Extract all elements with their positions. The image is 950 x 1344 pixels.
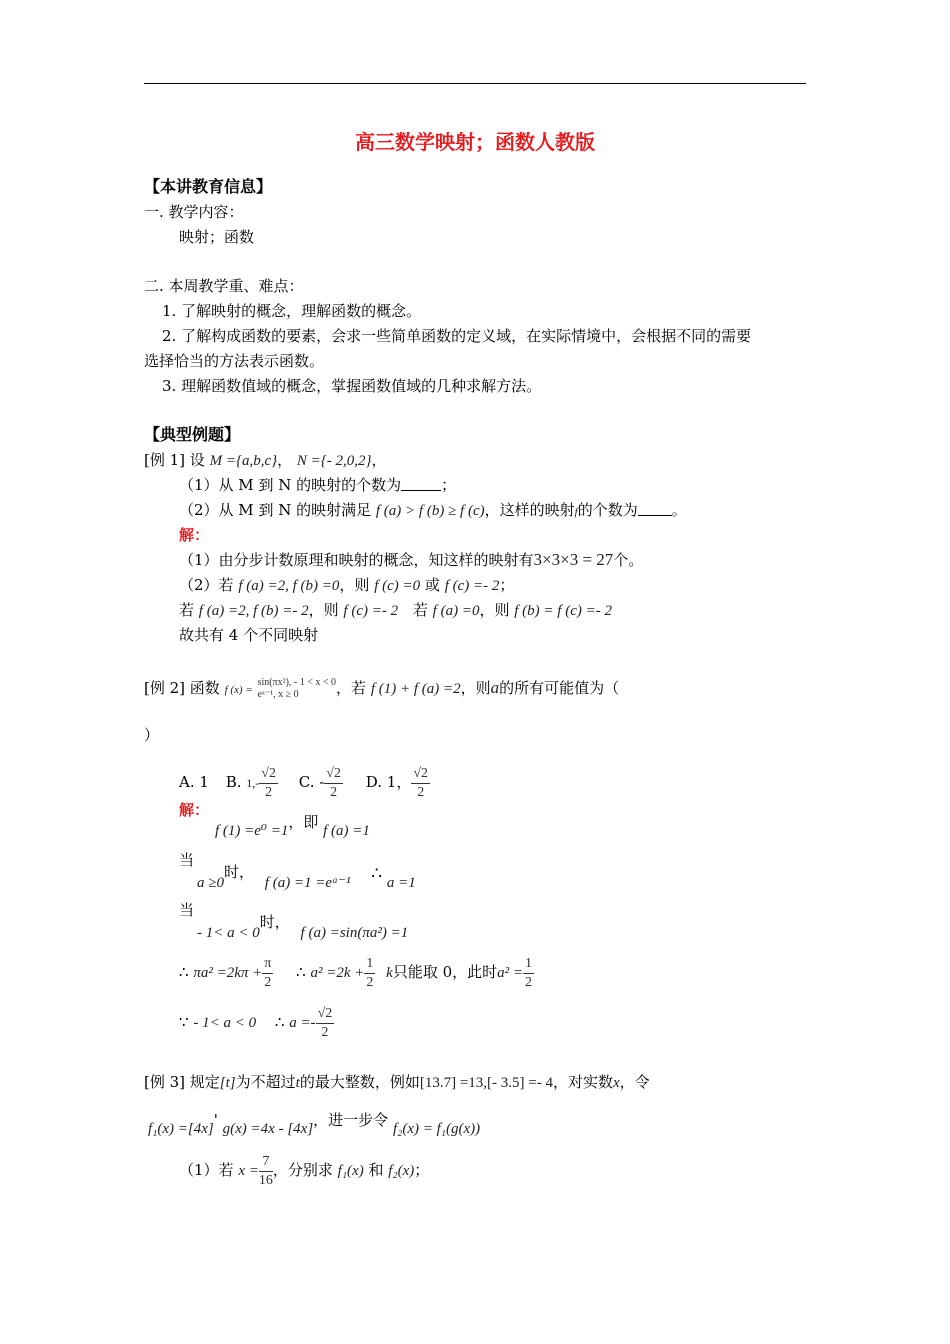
therefore-symbol: ∴ xyxy=(274,1013,285,1031)
ex3-q1x: x = xyxy=(238,1163,259,1179)
ex2-cond: f (1) + f (a) =2 xyxy=(370,681,461,697)
answer-blank xyxy=(401,476,441,491)
ex2-a: a xyxy=(490,678,500,697)
frac-den: 2 xyxy=(321,1024,329,1040)
ex2-fx: f (x) = xyxy=(224,684,253,696)
fraction-1-over-2 xyxy=(523,955,534,992)
ex2-case-1-when: 当 xyxy=(179,851,195,869)
fraction-1-over-2 xyxy=(364,955,375,992)
fraction-7-over-16 xyxy=(259,1153,273,1190)
ex2-l4e: a² = xyxy=(497,965,523,981)
ex2-case2-cond: - 1< a < 0 xyxy=(197,925,260,941)
frac-num: √2 xyxy=(316,1005,335,1024)
ex2-l4b: a² =2k + xyxy=(310,965,365,981)
frac-den: 16 xyxy=(258,1172,273,1188)
frac-num: √2 xyxy=(259,765,278,784)
focus-point-3: 3. 理解函数值域的概念，掌握函数值域的几种求解方法。 xyxy=(162,377,542,395)
ex1-s3-r2: f (b) = f (c) =- 2 xyxy=(514,603,612,619)
ex1-solution-label: 解： xyxy=(179,526,210,544)
ex2-piece-1: sin(πx²), - 1 < x < 0 xyxy=(257,677,337,688)
ex2-case-2 xyxy=(197,912,408,943)
ex2-if: ，若 xyxy=(336,679,367,697)
content-text: 映射；函数 xyxy=(179,228,255,246)
answer-blank xyxy=(638,501,672,516)
option-d: D. 1， xyxy=(365,773,412,791)
therefore-symbol: ∴ xyxy=(179,963,189,981)
ex2-l5a: - 1< a < 0 xyxy=(193,1015,257,1031)
content-heading: 一. 教学内容： xyxy=(144,203,244,221)
frac-den: 2 xyxy=(417,784,425,800)
fraction-sqrt2-over-2 xyxy=(411,765,430,802)
focus-point-2a: 2. 了解构成函数的要素，会求一些简单函数的定义域，在实际情境中，会根据不同的需要 xyxy=(162,327,752,345)
ex3-l2: ，进一步令 xyxy=(313,1111,389,1129)
ex2-case-1 xyxy=(197,862,416,893)
ex2-l5b: a =- xyxy=(289,1015,316,1031)
ex2-solution-4 xyxy=(179,950,534,995)
frac-num: π xyxy=(262,955,273,974)
ex1-solution-3 xyxy=(179,600,612,621)
ex2-case1-r: a =1 xyxy=(386,875,416,891)
ex1-s3-then: ，则 xyxy=(308,601,339,619)
option-a: A. 1 xyxy=(179,773,209,791)
ex3-l1d: ，令 xyxy=(619,1073,650,1091)
ex3-and: 和 xyxy=(368,1161,384,1179)
header-rule xyxy=(144,83,806,84)
ex3-example: [13.7] =13,[- 3.5] =- 4 xyxy=(419,1075,553,1091)
ex2-l1-ji: ，即 xyxy=(288,813,319,831)
ex1-s1-text: （1）由分步计数原理和映射的概念，知这样的映射有 xyxy=(179,551,534,569)
ex1-question-1: （1）从 M 到 N 的映射的个数为 ； xyxy=(179,476,457,494)
ex1-question-2: （2）从 M 到 N 的映射满足 f (a) > f (b) ≥ f (c)，这样的映射f的个数为 。 xyxy=(179,501,687,519)
therefore-symbol: ∴ xyxy=(296,963,306,981)
ex3-x: x xyxy=(613,1075,620,1091)
ex2-case1-shi: 时， xyxy=(223,863,254,881)
frac-den: 2 xyxy=(330,784,338,800)
ex1-q2-suffix: 的个数为 xyxy=(577,501,638,519)
ex1-s3-cond2: f (a) =0 xyxy=(432,603,480,619)
ex1-s1-expr: 3×3×3 = 27 xyxy=(533,550,614,569)
ex3-q1f2: f₂(x) xyxy=(388,1163,415,1179)
ex1-s2-cond: f (a) =2, f (b) =0 xyxy=(238,578,340,594)
ex1-q2-condition: f (a) > f (b) ≥ f (c) xyxy=(375,503,485,519)
ex1-s2-r2: f (c) =- 2 xyxy=(444,578,500,594)
ex3-q1a: （1）若 xyxy=(179,1161,234,1179)
ex3-g: g(x) =4x - [4x] xyxy=(222,1121,314,1137)
because-symbol: ∵ xyxy=(179,1013,189,1031)
ex2-piece-2: eˣ⁻¹, x ≥ 0 xyxy=(257,689,299,700)
ex1-q2-f: f xyxy=(574,506,578,518)
ex1-set-m: M ={a,b,c} xyxy=(209,453,278,469)
ex2-case2-shi: 时， xyxy=(259,913,290,931)
ex1-set-n: N ={- 2,0,2} xyxy=(296,453,372,469)
ex1-s2-or: 或 xyxy=(424,576,440,594)
ex2-solution-5 xyxy=(179,1000,334,1045)
ex1-solution-2: （2）若 f (a) =2, f (b) =0，则 f (c) =0 或 f (c) =- 2； xyxy=(179,576,515,594)
ex3-t: t xyxy=(295,1075,300,1091)
frac-num: 1 xyxy=(364,955,375,974)
ex3-t-bracket: [t] xyxy=(219,1075,236,1091)
ex3-question-1 xyxy=(179,1148,429,1193)
ex1-q2-text: （2）从 M 到 N 的映射满足 xyxy=(179,501,372,519)
ex1-s1-suffix: 个。 xyxy=(613,551,644,569)
ex3-q1b: ，分别求 xyxy=(272,1161,333,1179)
frac-num: √2 xyxy=(324,765,343,784)
frac-num: √2 xyxy=(411,765,430,784)
ex1-s3-r: f (c) =- 2 xyxy=(343,603,399,619)
ex1-label: [例 1] 设 xyxy=(144,451,205,469)
option-b: B. xyxy=(225,773,242,791)
ex1-s3-then2: ，则 xyxy=(479,601,510,619)
ex1-q1-text: （1）从 M 到 N 的映射的个数为 xyxy=(179,476,402,494)
ex2-case1-cond: a ≥0 xyxy=(197,875,224,891)
focus-point-1: 1. 了解映射的概念，理解函数的概念。 xyxy=(162,302,422,320)
ex3-l1a: 为不超过 xyxy=(235,1073,296,1091)
fraction-sqrt2-over-2 xyxy=(259,765,278,802)
ex1-s3-cond: f (a) =2, f (b) =- 2 xyxy=(198,603,309,619)
fraction-sqrt2-over-2 xyxy=(324,765,343,802)
ex1-s2-r1: f (c) =0 xyxy=(374,578,421,594)
ex2-then: ，则 xyxy=(460,679,491,697)
ex2-options xyxy=(179,760,430,805)
ex3-f1: f₁(x) =[4x] xyxy=(148,1121,214,1137)
frac-num: 1 xyxy=(523,955,534,974)
ex1-s2-prefix: （2）若 xyxy=(179,576,234,594)
therefore-symbol: ∴ xyxy=(371,864,383,884)
ex2-close-paren: ） xyxy=(144,726,160,744)
ex1-q2-mid: ，这样的映射 xyxy=(484,501,575,519)
ex2-l1-r: f (a) =1 xyxy=(323,823,370,839)
ex3-l1b: 的最大整数，例如 xyxy=(299,1073,420,1091)
ex2-label: [例 2] 函数 xyxy=(144,679,220,697)
option-c: C. - xyxy=(298,773,325,791)
ex2-case2-eq: f (a) =sin(πa²) =1 xyxy=(300,925,409,941)
ex2-solution-1 xyxy=(215,812,370,841)
ex1-s3-if2: 若 xyxy=(412,601,428,619)
ex2-l4c: k xyxy=(386,965,393,981)
ex2-l4d: 只能取 0，此时 xyxy=(392,963,498,981)
ex2-l1: f (1) =e⁰ =1 xyxy=(215,823,289,839)
ex3-definitions: f₁(x) =[4x]' g(x) =4x - [4x]，进一步令 f₂(x) = f₁(g(x)) xyxy=(148,1111,481,1137)
frac-den: 2 xyxy=(264,974,272,990)
ex2-piecewise xyxy=(258,677,337,701)
frac-num: 7 xyxy=(259,1153,273,1172)
ex1-s2-then: ，则 xyxy=(339,576,370,594)
page-title: 高三数学映射；函数人教版 xyxy=(355,130,595,154)
ex2-l4a: πa² =2kπ + xyxy=(193,965,263,981)
frac-den: 2 xyxy=(265,784,273,800)
ex1-conclusion: 故共有 4 个不同映射 xyxy=(179,626,319,644)
fraction-sqrt2-over-2 xyxy=(316,1005,335,1042)
ex3-l1c: ，对实数 xyxy=(552,1073,613,1091)
ex2-case-2-when: 当 xyxy=(179,901,195,919)
section-heading-examples: 【典型例题】 xyxy=(144,425,241,444)
ex2-solution-label: 解： xyxy=(179,801,210,819)
option-b-value: 1,- xyxy=(246,776,260,790)
ex3-f2: f₂(x) = f₁(g(x)) xyxy=(392,1121,481,1137)
focus-heading: 二. 本周教学重、难点： xyxy=(144,277,304,295)
fraction-pi-over-2 xyxy=(262,955,273,992)
example-3-statement xyxy=(144,1072,650,1093)
frac-den: 2 xyxy=(525,974,532,990)
example-2-statement xyxy=(144,677,619,701)
focus-point-2b: 选择恰当的方法表示函数。 xyxy=(144,352,325,370)
ex3-q1f1: f₁(x) xyxy=(337,1163,364,1179)
frac-den: 2 xyxy=(366,974,374,990)
ex1-s3-prefix: 若 xyxy=(179,601,195,619)
example-1-statement: [例 1] 设 M ={a,b,c}， N ={- 2,0,2}， xyxy=(144,451,387,469)
ex3-label: [例 3] 规定 xyxy=(144,1073,220,1091)
ex1-solution-1 xyxy=(179,550,643,570)
ex2-ask: 的所有可能值为（ xyxy=(499,679,620,697)
ex3-end: ； xyxy=(414,1161,430,1179)
ex2-case1-eq: f (a) =1 =eᵃ⁻¹ xyxy=(264,875,351,891)
section-heading-info: 【本讲教育信息】 xyxy=(144,177,273,196)
